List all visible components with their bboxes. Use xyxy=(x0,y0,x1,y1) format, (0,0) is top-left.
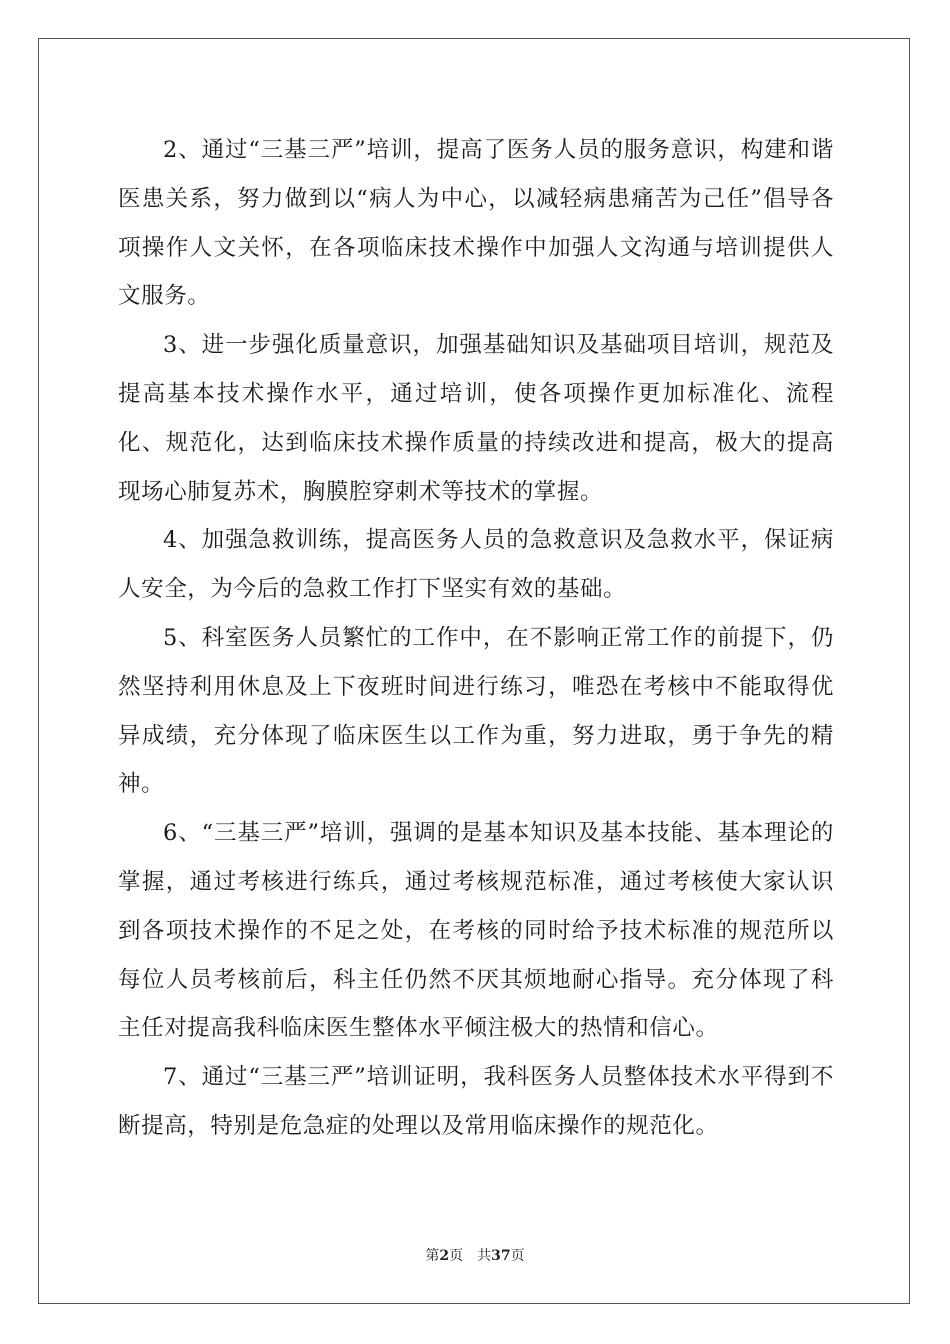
paragraph-2: 2、通过“三基三严”培训，提高了医务人员的服务意识，构建和谐医患关系，努力做到以“病人为中心，以减轻病患痛苦为己任”倡导各项操作人文关怀，在各项临床技术操作中加强人文沟通与培训提供人文服务。 xyxy=(118,137,834,310)
paragraph-6: 6、“三基三严”培训，强调的是基本知识及基本技能、基本理论的掌握，通过考核进行练兵，通过考核规范标准，通过考核使大家认识到各项技术操作的不足之处，在考核的同时给予技术标准的规范所以每位人员考核前后，科主任仍然不厌其烦地耐心指导。充分体现了科主任对提高我科临床医生整体水平倾注极大的热情和信心。 xyxy=(118,820,834,1042)
paragraph-7: 7、通过“三基三严”培训证明，我科医务人员整体技术水平得到不断提高，特别是危急症的处理以及常用临床操作的规范化。 xyxy=(118,1064,834,1139)
total-suffix: 页 xyxy=(510,1248,525,1264)
paragraph-4: 4、加强急救训练，提高医务人员的急救意识及急救水平，保证病人安全，为今后的急救工作打下坚实有效的基础。 xyxy=(118,527,834,603)
page-suffix: 页 xyxy=(449,1248,464,1264)
total-pages: 37 xyxy=(491,1248,511,1264)
paragraph-5: 5、科室医务人员繁忙的工作中，在不影响正常工作的前提下，仍然坚持利用休息及上下夜班时间进行练习，唯恐在考核中不能取得优异成绩，充分体现了临床医生以工作为重，努力进取，勇于争先的精神。 xyxy=(118,624,834,798)
page-footer xyxy=(0,1246,950,1266)
page-number: 2 xyxy=(439,1248,450,1264)
paragraph-3: 3、进一步强化质量意识，加强基础知识及基础项目培训，规范及提高基本技术操作水平，通过培训，使各项操作更加标准化、流程化、规范化，达到临床技术操作质量的持续改进和提高，极大的提高现场心肺复苏术，胸膜腔穿刺术等技术的掌握。 xyxy=(118,332,834,505)
total-prefix: 共 xyxy=(477,1248,492,1264)
page-prefix: 第 xyxy=(425,1248,440,1264)
document-body xyxy=(118,126,834,1151)
